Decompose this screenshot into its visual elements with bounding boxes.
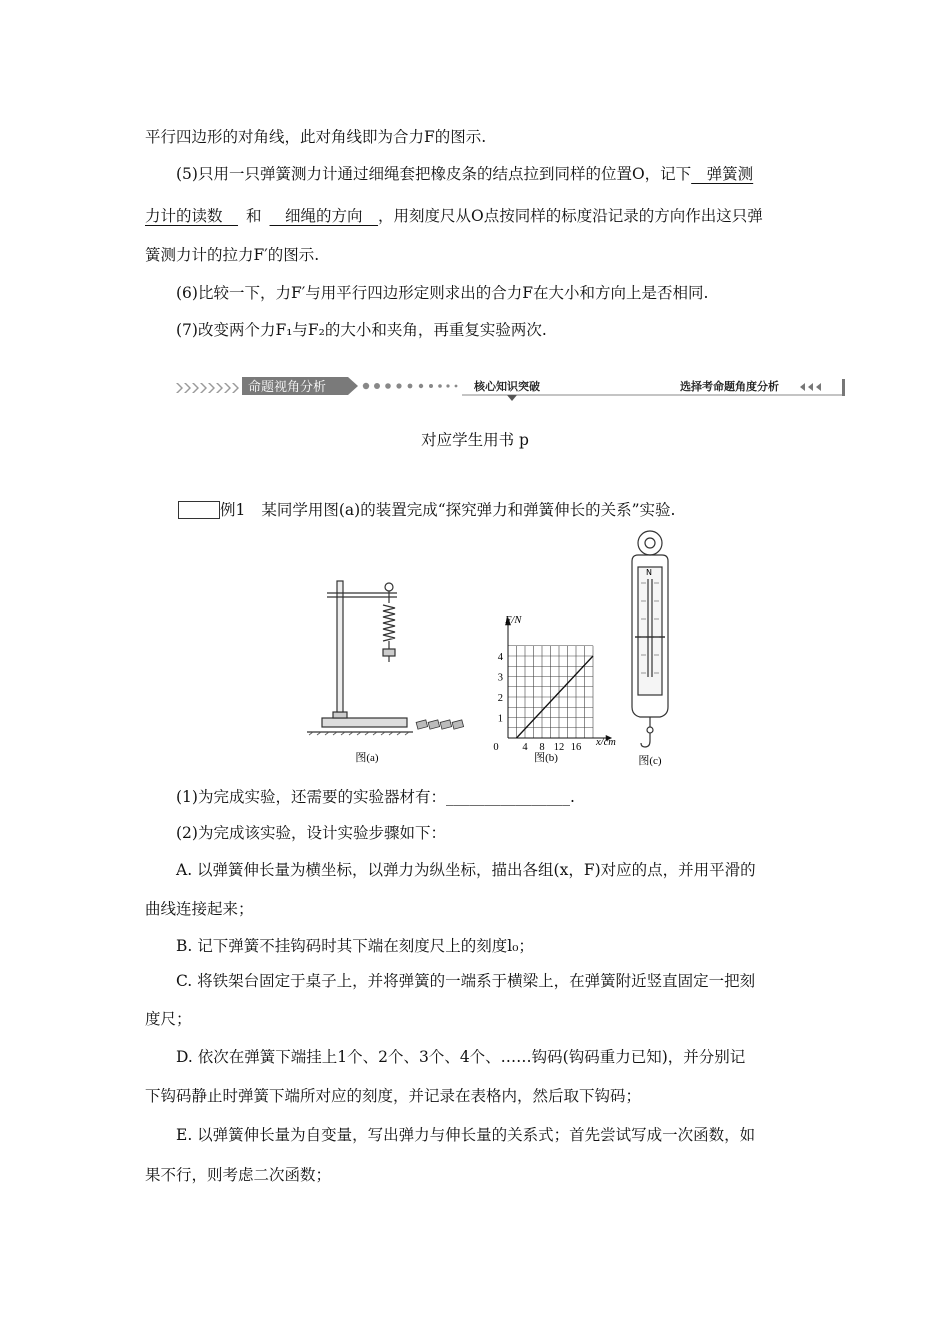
conjunction: 和 <box>246 207 262 225</box>
question-2: (2)为完成该实验，设计实验步骤如下： <box>176 824 446 842</box>
answer-blank-1b: 力计的读数 <box>145 207 239 225</box>
step-5-line-1 <box>176 163 810 185</box>
section-banner <box>172 375 848 405</box>
scale-unit: N <box>646 568 652 577</box>
chart-grid <box>508 646 593 738</box>
x-tick-label: 4 <box>522 742 528 753</box>
y-tick-label: 3 <box>497 672 503 684</box>
banner-left-label: 命题视角分析 <box>248 380 327 395</box>
y-tick-label: 4 <box>497 652 503 663</box>
chevron-arrows-icon <box>176 383 239 393</box>
step-5-text: (5)只用一只弹簧测力计通过细绳套把橡皮条的结点拉到同样的位置O，记下 <box>176 165 692 183</box>
figure-c-spring-scale <box>625 527 680 770</box>
step-e-line-1: E. 以弹簧伸长量为自变量，写出弹力与伸长量的关系式；首先尝试写成一次函数，如 <box>176 1126 756 1144</box>
x-tick-label: 12 <box>553 742 565 753</box>
chevron-left-icon <box>800 383 821 391</box>
example-marker-icon <box>178 501 220 519</box>
x-tick-label: 0 <box>493 742 499 753</box>
chart-axes <box>505 617 612 741</box>
example-1 <box>220 499 810 521</box>
x-axis-label: x/cm <box>596 737 616 748</box>
x-tick-label: 16 <box>570 742 582 753</box>
step-a-line-2: 曲线连接起来； <box>145 900 254 918</box>
step-d-line-1: D. 依次在弹簧下端挂上1个、2个、3个、4个、……钩码(钩码重力已知)，并分别记 <box>176 1048 746 1066</box>
banner-mid-label: 核心知识突破 <box>474 380 540 393</box>
step-c-line-1: C. 将铁架台固定于桌子上，并将弹簧的一端系于横梁上，在弹簧附近竖直固定一把刻 <box>176 972 756 990</box>
step-5-text-b: ，用刻度尺从O点按同样的标度沿记录的方向作出这只弹 <box>378 207 763 225</box>
caption-c: 图(c) <box>638 755 662 767</box>
step-6: (6)比较一下，力F′与用平行四边形定则求出的合力F在大小和方向上是否相同. <box>176 284 709 302</box>
answer-blank-2: 细绳的方向 <box>269 207 379 225</box>
x-tick-label: 8 <box>539 742 545 753</box>
caption-a: 图(a) <box>355 752 379 764</box>
y-tick-label: 1 <box>497 713 503 725</box>
example-text: 某同学用图(a)的装置完成“探究弹力和弹簧伸长的关系”实验. <box>261 501 676 519</box>
step-c-line-2: 度尺； <box>145 1010 192 1028</box>
figure-a-iron-stand <box>305 575 465 770</box>
reference-line: 对应学生用书 p <box>421 431 529 449</box>
step-d-line-2: 下钩码静止时弹簧下端所对应的刻度，并记录在表格内，然后取下钩码； <box>145 1087 642 1105</box>
example-label: 例1 <box>220 501 246 519</box>
banner-right-label: 选择考命题角度分析 <box>680 380 779 393</box>
y-tick-label: 2 <box>497 693 503 704</box>
step-a-line-1: A. 以弹簧伸长量为横坐标，以弹力为纵坐标，描出各组(x，F)对应的点，并用平滑的 <box>176 861 756 879</box>
y-axis-label: F/N <box>505 615 522 626</box>
progress-dots-icon <box>363 383 458 389</box>
step-5-line-3: 簧测力计的拉力F′的图示. <box>145 246 320 264</box>
step-b: B. 记下弹簧不挂钩码时其下端在刻度尺上的刻度l₀； <box>176 937 534 955</box>
figure-b-chart <box>478 610 628 770</box>
caption-b: 图(b) <box>534 752 558 764</box>
weights-icon <box>416 720 463 729</box>
answer-blank-1a: 弹簧测 <box>691 165 754 183</box>
step-5-line-2 <box>145 205 810 227</box>
step-e-line-2: 果不行，则考虑二次函数； <box>145 1166 332 1184</box>
paragraph-conclusion: 平行四边形的对角线，此对角线即为合力F的图示. <box>145 128 487 146</box>
question-1: (1)为完成实验，还需要的实验器材有：________________. <box>176 788 575 806</box>
step-7: (7)改变两个力F₁与F₂的大小和夹角，再重复实验两次. <box>176 321 547 339</box>
